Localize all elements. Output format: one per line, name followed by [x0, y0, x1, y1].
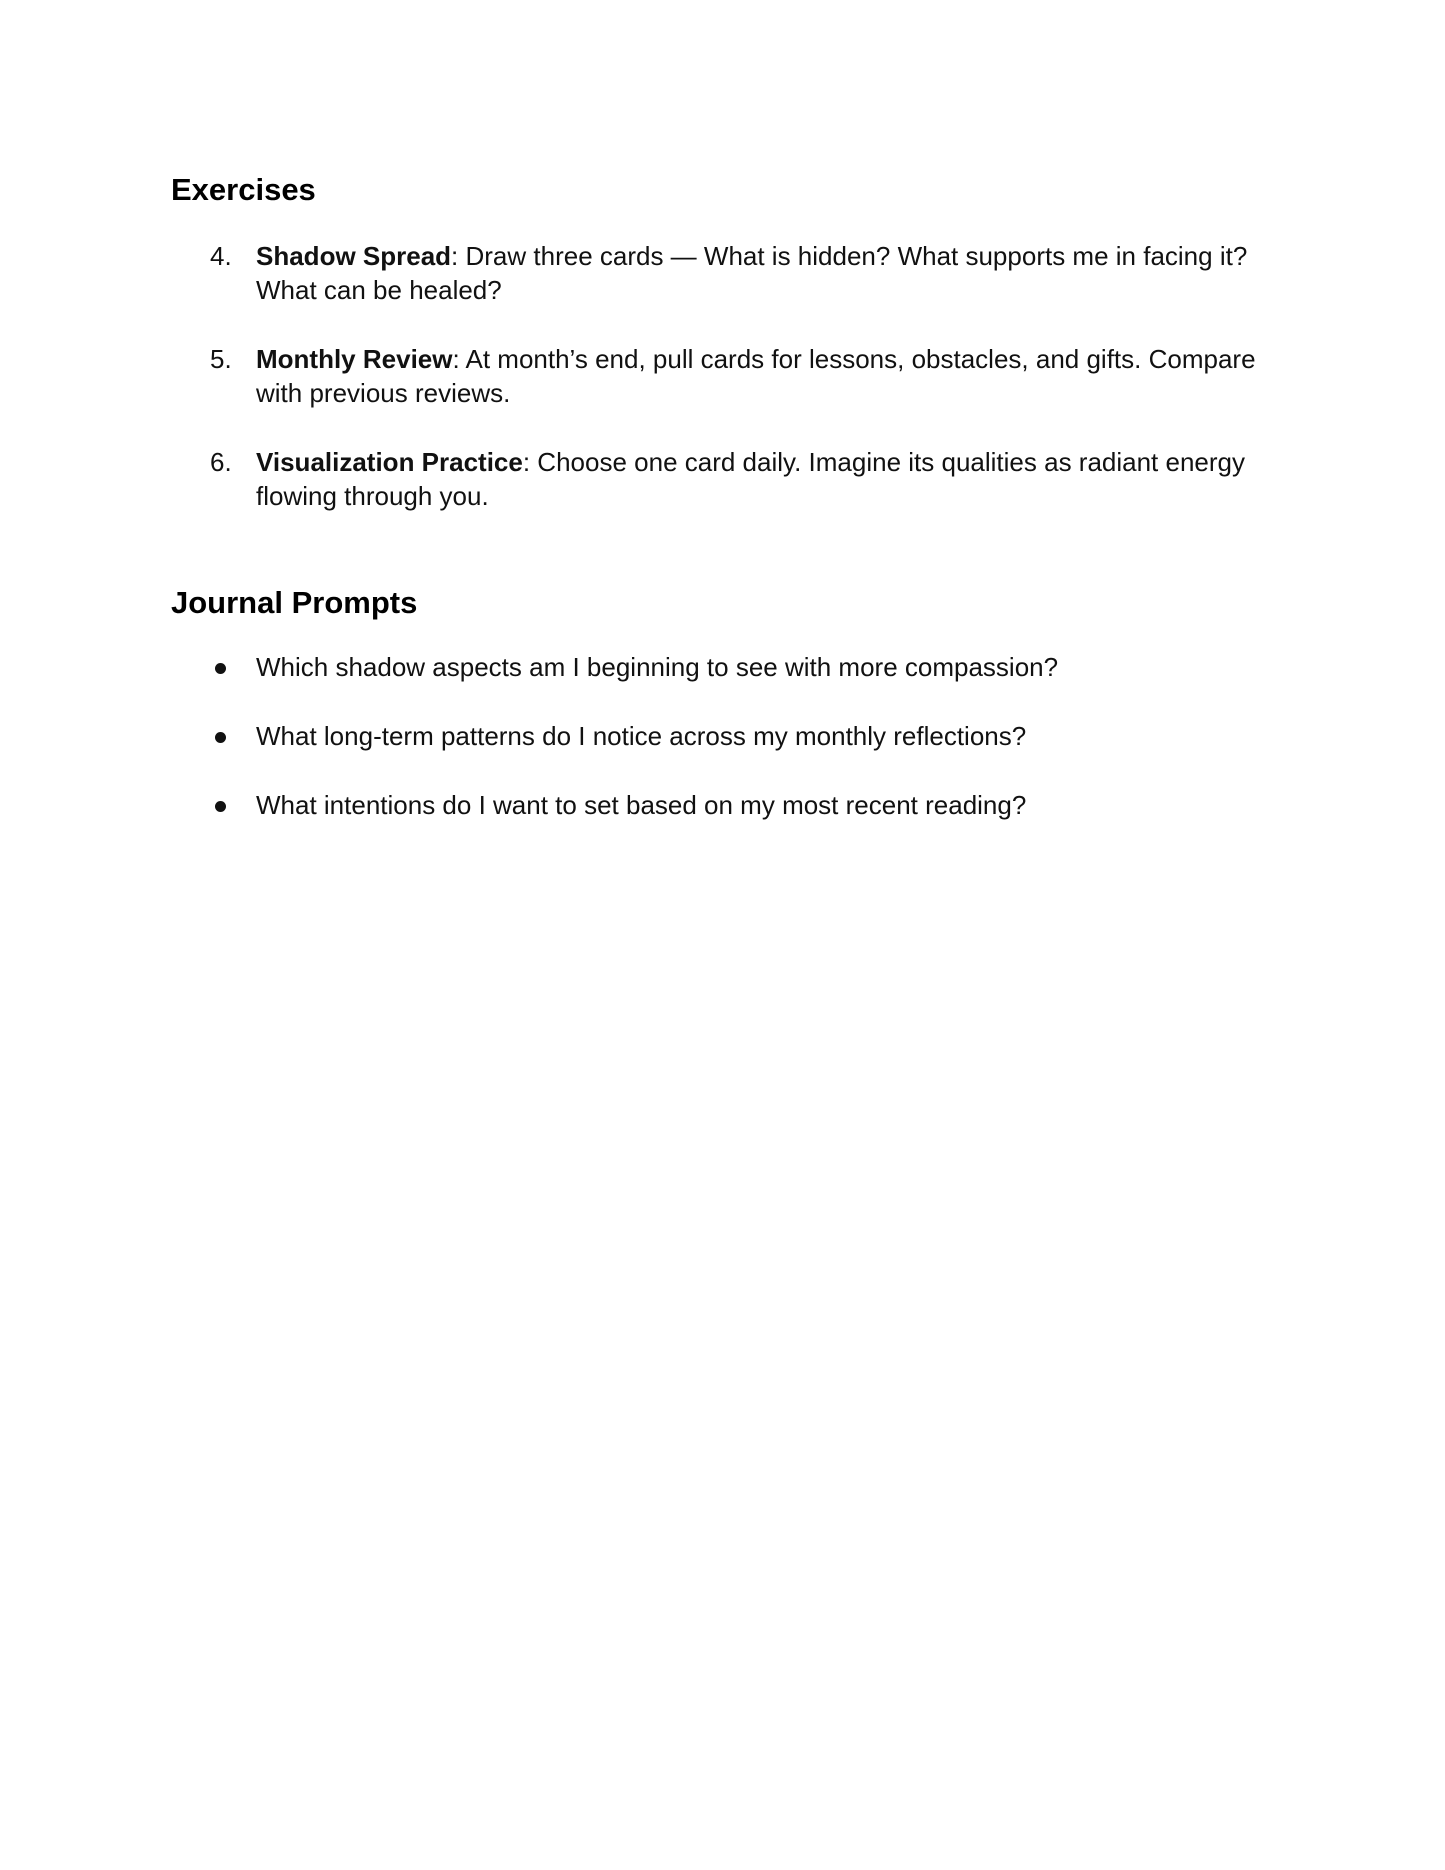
- exercises-heading: Exercises: [171, 172, 316, 207]
- list-number: 5.: [210, 344, 232, 374]
- exercise-text: [256, 239, 1266, 307]
- journal-prompts-heading: Journal Prompts: [171, 585, 418, 620]
- list-number: 4.: [210, 241, 232, 271]
- prompt-text: Which shadow aspects am I beginning to see with more compassion?: [256, 652, 1059, 682]
- exercise-title: Monthly Review: [256, 344, 453, 374]
- bullet-icon: [215, 732, 226, 743]
- prompt-text: What long-term patterns do I notice across my monthly reflections?: [256, 721, 1027, 751]
- prompt-text: What intentions do I want to set based on my most recent reading?: [256, 790, 1027, 820]
- exercise-description: : Choose one card daily. Imagine its qualities as radiant energy flowing through you.: [256, 447, 1246, 511]
- exercise-text: [256, 342, 1266, 410]
- exercise-title: Visualization Practice: [256, 447, 523, 477]
- exercise-title: Shadow Spread: [256, 241, 452, 271]
- exercise-description: : At month’s end, pull cards for lessons, obstacles, and gifts. Compare with previous reviews.: [256, 344, 1256, 408]
- bullet-icon: [215, 663, 226, 674]
- bullet-icon: [215, 801, 226, 812]
- exercise-text: [256, 445, 1266, 513]
- exercise-description: : Draw three cards — What is hidden? What supports me in facing it? What can be healed?: [256, 241, 1248, 305]
- list-number: 6.: [210, 447, 232, 477]
